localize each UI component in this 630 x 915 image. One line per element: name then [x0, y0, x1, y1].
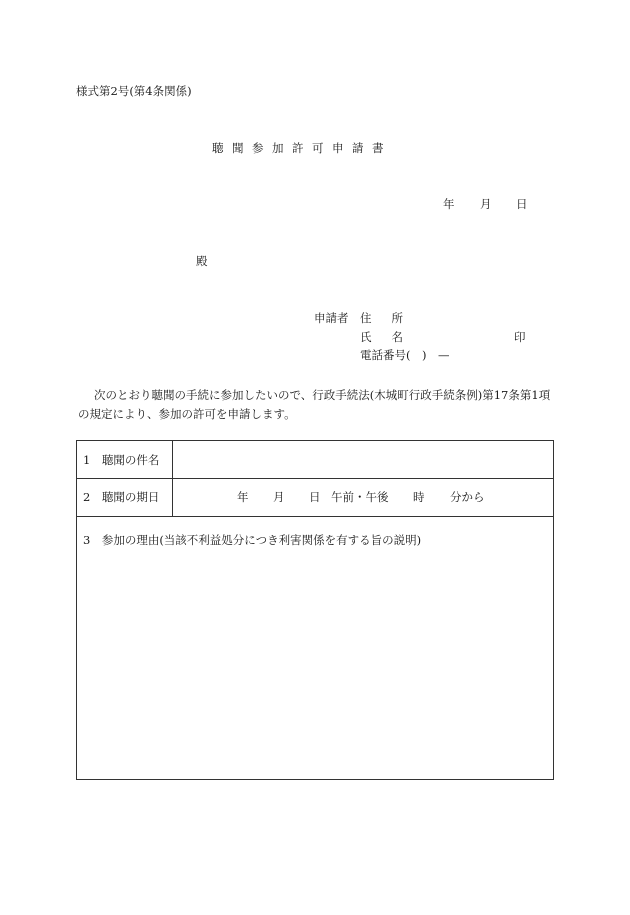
hearing-date-year: 年	[237, 490, 249, 504]
hearing-date-ampm: 午前・午後	[331, 490, 389, 504]
name-label: 氏名	[360, 330, 423, 344]
hearing-date-hour: 時	[413, 490, 425, 504]
addressee-suffix: 殿	[196, 254, 208, 268]
application-table	[76, 440, 554, 780]
address-label: 住所	[360, 311, 423, 325]
row-divider	[77, 516, 553, 517]
hearing-date-minute: 分から	[450, 490, 485, 504]
date-day-label: 日	[516, 197, 528, 211]
date-month-label: 月	[480, 197, 492, 211]
row-divider	[77, 478, 553, 479]
seal-mark: 印	[514, 330, 526, 344]
form-number: 様式第2号(第4条関係)	[76, 84, 192, 98]
hearing-date-day: 日	[309, 490, 321, 504]
hearing-subject-label: 1 聴聞の件名	[83, 453, 160, 467]
document-title: 聴聞参加許可申請書	[212, 141, 392, 155]
body-paragraph: 次のとおり聴聞の手続に参加したいので、行政手続法(木城町行政手続条例)第17条第1項の規定により、参加の許可を申請します。	[78, 388, 551, 421]
hearing-date-label: 2 聴聞の期日	[83, 490, 160, 504]
hearing-date-month: 月	[273, 490, 285, 504]
phone-label: 電話番号( ) —	[360, 348, 450, 362]
applicant-label: 申請者	[314, 311, 349, 325]
column-divider	[172, 441, 173, 516]
date-year-label: 年	[443, 197, 455, 211]
participation-reason-label: 3 参加の理由(当該不利益処分につき利害関係を有する旨の説明)	[83, 533, 422, 547]
